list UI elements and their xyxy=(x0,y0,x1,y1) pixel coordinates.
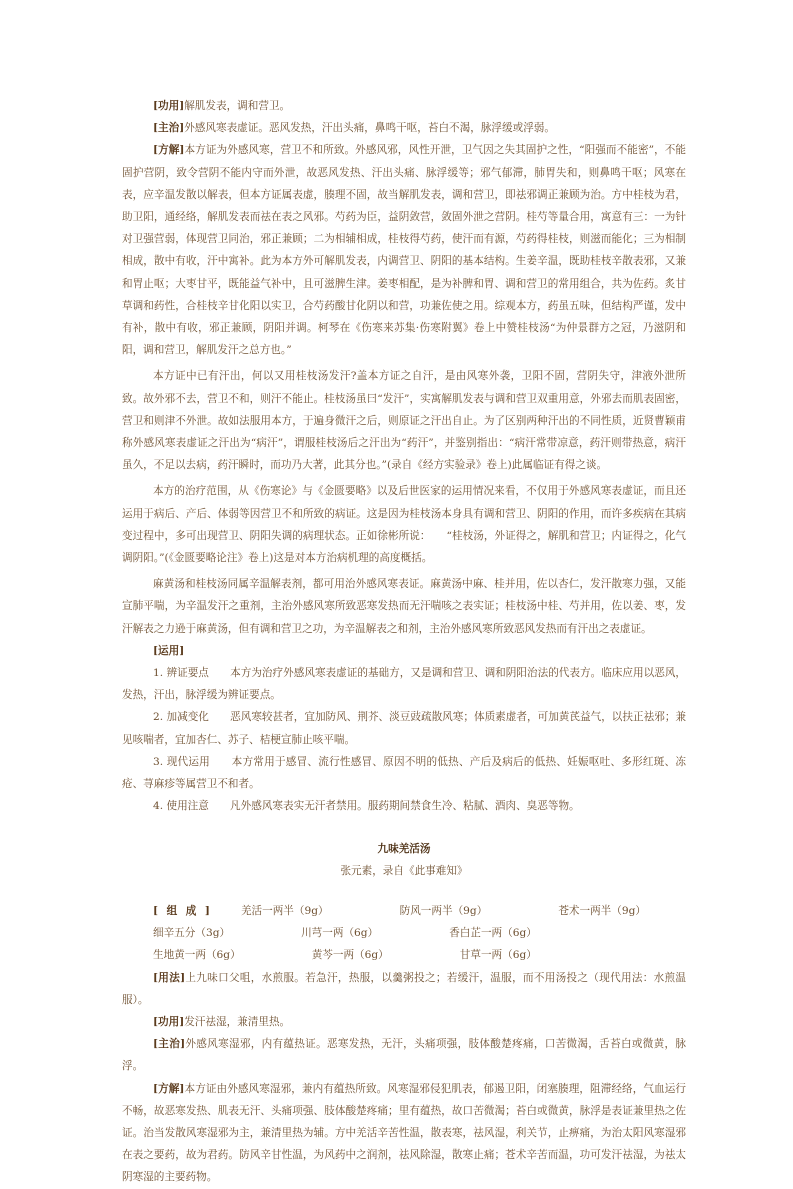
usage-head: 1. 辨证要点 xyxy=(153,667,209,680)
ingredient: 香白芷一两（6g） xyxy=(449,927,537,940)
zhuzhi-para xyxy=(122,1033,686,1077)
ingredient: 防风一两半（9g） xyxy=(399,904,488,917)
section-label: [方解] xyxy=(153,144,185,157)
usage-text: 凡外感风寒表实无汗者禁用。服药期间禁食生冷、粘腻、酒肉、臭恶等物。 xyxy=(230,800,580,813)
usage-text: 本方常用于感冒、流行性感冒、原因不明的低热、产后及病后的低热、妊娠呕吐、多形红斑、冻疮、荨麻疹等属营卫不和者。 xyxy=(122,755,686,791)
section-label: [功用] xyxy=(153,1015,185,1028)
section-label: [用法] xyxy=(153,971,186,984)
formula-title: 九味羌活汤 xyxy=(377,842,431,855)
ingredient: 甘草一两（6g） xyxy=(459,949,537,962)
section-label: [运用] xyxy=(153,644,185,657)
gongyong-para xyxy=(122,1011,686,1033)
ingredient: 川芎一两（6g） xyxy=(301,927,379,940)
body-para: 本方的治疗范围，从《伤寒论》与《金匮要略》以及后世医家的运用情况来看，不仅用于外感风寒表虚证，而且还运用于病后、产后、体弱等因营卫不和所致的病证。这是因为桂枝汤本身具有调和营卫、阴阳的作用，而许多疾病在其病变过程中，多可出现营卫、阴阳失调的病理状态。正如徐彬所说： “桂枝汤，外证得之，解肌和营卫；内证得之，化气调阴阳。”(《金匮要略论注》卷上)这是对本方治病机理的高度概括。 xyxy=(122,485,686,565)
usage-item xyxy=(122,795,686,817)
ingredient: 羌活一两半（9g） xyxy=(240,904,329,917)
fangjie-para xyxy=(122,139,686,361)
para-text: 上九味口父咀，水煎服。若急汗，热服，以羹粥投之；若缓汗，温服，而不用汤投之（现代用法：水煎温服）。 xyxy=(122,971,687,1006)
usage-head: 2. 加减变化 xyxy=(153,711,209,724)
usage-text: 本方为治疗外感风寒表虚证的基础方，又是调和营卫、调和阴阳治法的代表方。临床应用以恶风，发热，汗出，脉浮缓为辨证要点。 xyxy=(122,667,687,702)
yongfa-para xyxy=(122,967,686,1011)
usage-item xyxy=(122,751,686,795)
ingredient: 细辛五分（3g） xyxy=(153,927,231,940)
ingredient: 苍术一两半（9g） xyxy=(558,904,646,917)
usage-head: 3. 现代运用 xyxy=(153,755,210,768)
ingredient: 黄芩一两（6g） xyxy=(311,949,389,962)
gongyong-para xyxy=(122,95,686,117)
zhuzhi-para xyxy=(122,117,686,139)
section-label: [主治] xyxy=(153,122,185,135)
section-label: [功用] xyxy=(153,100,185,112)
para-text: 本方证由外感风寒湿邪，兼内有蕴热所致。风寒湿邪侵犯肌表，郁遏卫阳，闭塞腠理，阻滞经络，气血运行不畅，故恶寒发热、肌表无汗、头痛项强、肢体酸楚疼痛；里有蕴热，故口苦微渴；苔白或微黄，脉浮是表证兼里热之佐证。治当发散风寒湿邪为主，兼清里热为辅。方中羌活辛苦性温，散表寒，祛风湿，利关节，止痹痛，为治太阳风寒湿邪在表之要药，故为君药。防风辛甘性温，为风药中之润剂，祛风除湿，散寒止痛；苍术辛苦而温，功可发汗祛湿，为祛太阴寒湿的主要药物。 xyxy=(122,1082,686,1184)
zucheng-para xyxy=(122,900,686,967)
para-text: 解肌发表，调和营卫。 xyxy=(184,100,291,112)
usage-item xyxy=(122,706,686,750)
para-text: 发汗祛湿，兼清里热。 xyxy=(184,1015,291,1028)
document-page xyxy=(122,95,686,1189)
para-text: 本方证为外感风寒，营卫不和所致。外感风邪，风性开泄，卫气因之失其固护之性，“阳强而不能密”，不能固护营阴，致令营阴不能内守而外泄，故恶风发热、汗出头痛、脉浮缓等；邪气郁滞，肺胃失和，则鼻鸣干呕；风寒在表，应辛温发散以解表，但本方证属表虚，腠理不固，故当解肌发表，调和营卫，即祛邪调正兼顾为治。方中桂枝为君，助卫阳，通经络，解肌发表而祛在表之风邪。芍药为臣，益阴敛营，敛固外泄之营阴。桂芍等量合用，寓意有三：一为针对卫强营弱，体现营卫同治，邪正兼顾；二为相辅相成，桂枝得芍药，使汗而有源，芍药得桂枝，则滋而能化；三为相制相成，散中有收，汗中寓补。此为本方外可解肌发表，内调营卫、阴阳的基本结构。生姜辛温，既助桂枝辛散表邪，又兼和胃止呕；大枣甘平，既能益气补中，且可滋脾生津。姜枣相配，是为补脾和胃、调和营卫的常用组合，共为佐药。炙甘草调和药性，合桂枝辛甘化阳以实卫，合芍药酸甘化阴以和营，功兼佐使之用。综观本方，药虽五味，但结构严谨，发中有补，散中有收，邪正兼顾，阴阳并调。柯琴在《伤寒来苏集·伤寒附翼》卷上中赞桂枝汤“为仲景群方之冠，乃滋阴和阳，调和营卫，解肌发汗之总方也。” xyxy=(122,144,687,357)
section-label: [方解] xyxy=(153,1082,185,1095)
usage-item xyxy=(122,662,686,706)
formula-source: 张元素，录自《此事难知》 xyxy=(340,864,468,877)
usage-text: 恶风寒较甚者，宜加防风、荆芥、淡豆豉疏散风寒；体质素虚者，可加黄芪益气，以扶正祛邪；兼见咳喘者，宜加杏仁、苏子、桔梗宣肺止咳平喘。 xyxy=(122,711,687,746)
body-para: 麻黄汤和桂枝汤同属辛温解表剂，都可用治外感风寒表证。麻黄汤中麻、桂并用，佐以杏仁，发汗散寒力强，又能宣肺平喘，为辛温发汗之重剂，主治外感风寒所致恶寒发热而无汗喘咳之表实证；桂枝汤中桂、芍并用，佐以姜、枣，发汗解表之力逊于麻黄汤，但有调和营卫之功，为辛温解表之和剂，主治外感风寒所致恶风发热而有汗出之表虚证。 xyxy=(122,578,686,635)
section-label: [主治] xyxy=(153,1038,186,1051)
fangjie-para xyxy=(122,1078,686,1189)
para-text: 外感风寒湿邪，内有蕴热证。恶寒发热，无汗，头痛项强，肢体酸楚疼痛，口苦微渴，舌苔白或微黄，脉浮。 xyxy=(122,1038,687,1073)
usage-head: 4. 使用注意 xyxy=(153,800,209,813)
para-text: 外感风寒表虚证。恶风发热，汗出头痛，鼻鸣干呕，苔白不渴，脉浮缓或浮弱。 xyxy=(184,122,555,135)
ingredient: 生地黄一两（6g） xyxy=(153,949,241,962)
body-para: 本方证中已有汗出，何以又用桂枝汤发汗?盖本方证之自汗，是由风寒外袭，卫阳不固，营阴失守，津液外泄所致。故外邪不去，营卫不和，则汗不能止。桂枝汤虽曰“发汗”，实寓解肌发表与调和营卫双重用意，外邪去而肌表固密，营卫和则津不外泄。故如法服用本方，于遍身微汗之后，则原证之汗出自止。为了区别两种汗出的不同性质，近贤曹颖甫称外感风寒表虚证之汗出为“病汗”，谓服桂枝汤后之汗出为“药汗”，并鉴别指出：“病汗常带凉意，药汗则带热意，病汗虽久，不足以去病，药汗瞬时，而功乃大著，此其分也。”(录自《经方实验录》卷上)此属临证有得之谈。 xyxy=(122,370,686,472)
section-label: [组成] xyxy=(153,904,210,917)
yunyong-heading xyxy=(122,640,686,662)
